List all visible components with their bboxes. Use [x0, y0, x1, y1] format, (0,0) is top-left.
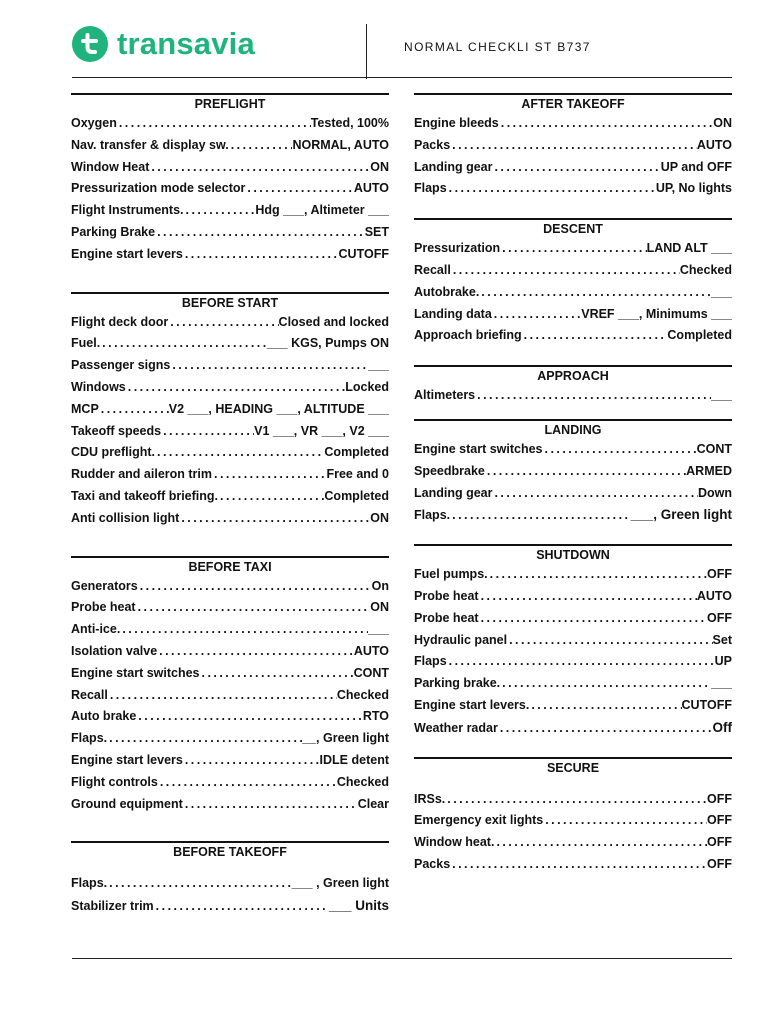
item-value: ___ KGS, Pumps ON [266, 336, 389, 351]
section-landing [414, 419, 732, 526]
item-value: Completed [324, 488, 389, 503]
checklist-item [71, 399, 389, 421]
item-value: Set [712, 632, 732, 647]
leader-dots [450, 135, 697, 157]
checklist-item [71, 244, 389, 266]
item-label: Flaps. [71, 731, 108, 746]
leader-dots [126, 377, 345, 399]
item-value: __, Green light [302, 731, 389, 746]
item-value: OFF [707, 813, 732, 828]
leader-dots [108, 685, 337, 707]
checklist-item [414, 586, 732, 608]
item-label: Taxi and takeoff briefing. [71, 488, 219, 503]
leader-dots [149, 157, 370, 179]
right-column [414, 93, 732, 876]
leader-dots [157, 641, 354, 663]
section-after-takeoff [414, 93, 732, 200]
item-value: Down [697, 485, 732, 500]
item-value: Completed [667, 328, 732, 343]
item-value: Checked [336, 687, 389, 702]
checklist-item [414, 135, 732, 157]
item-label: Weather radar [414, 720, 498, 735]
item-value: OFF [707, 567, 732, 582]
checklist-item [71, 597, 389, 619]
checklist-item [414, 810, 732, 832]
item-label: Recall [71, 687, 108, 702]
item-label: Altimeters [414, 388, 476, 403]
section-before-start [71, 292, 389, 530]
section-title: BEFORE TAKEOFF [71, 841, 389, 861]
item-label: Rudder and aileron trim [71, 467, 212, 482]
checklist-item [71, 442, 389, 464]
checklist-item [71, 377, 389, 399]
leader-dots [450, 854, 707, 876]
leader-dots [183, 794, 358, 816]
checklist-item [414, 564, 732, 586]
leader-dots [485, 461, 686, 483]
section-gap [414, 526, 732, 544]
item-label: Engine start switches [414, 441, 543, 456]
leader-dots [479, 608, 707, 630]
leader-dots [212, 464, 326, 486]
item-label: Engine start switches [71, 665, 200, 680]
section-approach [414, 365, 732, 407]
section-gap [71, 530, 389, 556]
item-value: UP [714, 654, 732, 669]
checklist-item [71, 464, 389, 486]
leader-dots [492, 157, 660, 179]
checklist-item [71, 135, 389, 157]
item-label: Probe heat [414, 610, 479, 625]
item-label: Window heat. [414, 835, 495, 850]
item-value: ARMED [686, 463, 732, 478]
item-label: Autobrake. [414, 284, 480, 299]
item-value: IDLE detent [319, 752, 389, 767]
item-label: Landing gear [414, 159, 493, 174]
item-label: Generators [71, 578, 138, 593]
item-value: UP, No lights [655, 181, 732, 196]
item-label: Approach briefing [414, 328, 522, 343]
checklist-item [414, 789, 732, 811]
leader-dots [107, 728, 302, 750]
leader-dots [136, 706, 363, 728]
item-label: Emergency exit lights [414, 813, 544, 828]
leader-dots [154, 896, 329, 917]
checklist-item [414, 178, 732, 200]
item-value: AUTO [353, 643, 389, 658]
item-label: Nav. transfer & display sw. [71, 137, 229, 152]
section-gap [71, 815, 389, 841]
leader-dots [170, 355, 368, 377]
checklist-item [71, 312, 389, 334]
item-label: Engine bleeds [414, 116, 499, 130]
item-label: Landing gear [414, 485, 493, 500]
item-label: Speedbrake [414, 463, 485, 478]
section-secure [414, 757, 732, 876]
item-label: Pressurization [414, 241, 501, 256]
item-value: ___, Green light [630, 507, 732, 523]
leader-dots [168, 312, 278, 334]
section-before-takeoff [71, 841, 389, 917]
leader-dots [218, 486, 324, 508]
item-value: UP and OFF [660, 159, 732, 174]
item-value: Locked [345, 379, 389, 394]
item-value: Tested, 100% [310, 116, 389, 130]
leader-dots [522, 325, 668, 347]
item-value: ___ Units [328, 898, 389, 914]
leader-dots [529, 695, 681, 717]
item-value: AUTO [696, 137, 732, 152]
item-label: Passenger signs [71, 358, 171, 373]
leader-dots [451, 260, 680, 282]
checklist-item [71, 576, 389, 598]
title-gap [414, 777, 732, 789]
checklist-item [71, 508, 389, 530]
checklist-item [414, 385, 732, 407]
section-title: AFTER TAKEOFF [414, 93, 732, 113]
leader-dots [500, 673, 711, 695]
checklist-item [71, 728, 389, 750]
header-rule [72, 77, 732, 78]
leader-dots [499, 113, 714, 135]
section-title: APPROACH [414, 365, 732, 385]
item-label: Probe heat [414, 588, 479, 603]
footer-rule [72, 958, 732, 959]
section-before-taxi [71, 556, 389, 816]
item-value: Checked [336, 774, 389, 789]
item-label: Packs [414, 856, 451, 871]
section-gap [414, 407, 732, 419]
item-value: ___ , Green light [291, 876, 389, 891]
section-title: PREFLIGHT [71, 93, 389, 113]
checklist-item [71, 200, 389, 222]
leader-dots [138, 576, 372, 598]
item-label: Oxygen [71, 116, 117, 130]
section-gap [414, 347, 732, 365]
checklist-item [414, 157, 732, 179]
item-value: ON [713, 116, 732, 130]
leader-dots [479, 282, 711, 304]
checklist-item [71, 333, 389, 355]
leader-dots [100, 333, 267, 355]
item-value: NORMAL, AUTO [292, 137, 389, 152]
section-title: DESCENT [414, 218, 732, 238]
leader-dots [136, 597, 371, 619]
item-value: SET [364, 224, 389, 239]
item-label: Flight controls [71, 774, 158, 789]
item-value: Off [712, 719, 732, 735]
item-value: OFF [707, 856, 732, 871]
item-label: Isolation valve [71, 643, 158, 658]
item-value: ___ [368, 622, 389, 637]
item-label: Recall [414, 262, 451, 277]
leader-dots [107, 873, 292, 895]
header-divider [366, 24, 367, 79]
checklist-item [414, 260, 732, 282]
item-label: Probe heat [71, 600, 136, 615]
item-label: Landing data [414, 306, 492, 321]
item-value: Clear [357, 796, 389, 811]
checklist-item [414, 717, 732, 739]
section-descent [414, 218, 732, 347]
item-label: Flight Instruments. [71, 203, 184, 218]
item-value: ON [370, 600, 389, 615]
item-value: LAND ALT ___ [646, 241, 732, 256]
item-label: Fuel pumps. [414, 567, 488, 582]
checklist-item [71, 486, 389, 508]
item-value: ___ [711, 388, 732, 403]
item-label: Hydraulic panel [414, 632, 508, 647]
leader-dots [155, 442, 324, 464]
leader-dots [492, 304, 581, 326]
item-value: CONT [696, 441, 732, 456]
item-label: Pressurization mode selector [71, 181, 246, 196]
item-label: Ground equipment [71, 796, 183, 811]
leader-dots [183, 750, 320, 772]
leader-dots [229, 135, 293, 157]
item-label: Engine start levers [71, 752, 183, 767]
checklist-item [414, 832, 732, 854]
item-value: ON [370, 159, 389, 174]
item-value: Checked [679, 262, 732, 277]
item-value: V1 ___, VR ___, V2 ___ [254, 423, 389, 438]
left-column [71, 93, 389, 917]
item-value: On [371, 578, 389, 593]
item-label: Engine start levers [71, 246, 183, 261]
checklist-item [71, 222, 389, 244]
brand-name: transavia [117, 26, 255, 61]
brand-logo [72, 25, 255, 63]
leader-dots [117, 113, 311, 135]
checklist-item [414, 439, 732, 461]
section-title: BEFORE TAXI [71, 556, 389, 576]
title-gap [71, 861, 389, 873]
leader-dots [498, 718, 713, 739]
section-gap [71, 266, 389, 292]
leader-dots [184, 200, 256, 222]
item-value: OFF [707, 835, 732, 850]
leader-dots [120, 619, 368, 641]
page-title: NORMAL CHECKLI ST B737 [404, 40, 591, 54]
section-shutdown [414, 544, 732, 738]
item-value: CUTOFF [338, 246, 389, 261]
leader-dots [543, 439, 697, 461]
section-title: SHUTDOWN [414, 544, 732, 564]
item-label: Windows [71, 379, 126, 394]
item-value: CUTOFF [681, 697, 732, 712]
checklist-item [414, 483, 732, 505]
item-value: RTO [362, 709, 389, 724]
leader-dots [161, 421, 254, 443]
checklist-item [414, 325, 732, 347]
item-value: ON [370, 510, 389, 525]
section-title: BEFORE START [71, 292, 389, 312]
item-label: Auto brake [71, 709, 137, 724]
checklist-item [414, 651, 732, 673]
item-label: Anti collision light [71, 510, 180, 525]
section-title: SECURE [414, 757, 732, 777]
checklist-item [414, 113, 732, 135]
leader-dots [479, 586, 697, 608]
section-title: LANDING [414, 419, 732, 439]
item-label: Parking Brake [71, 224, 156, 239]
leader-dots [245, 178, 353, 200]
checklist-item [71, 663, 389, 685]
transavia-logo-icon [72, 26, 108, 62]
item-value: ___ [711, 284, 732, 299]
item-label: Flaps. [71, 876, 108, 891]
item-label: Flaps. [414, 508, 451, 523]
item-label: IRSs. [414, 791, 446, 806]
leader-dots [183, 244, 339, 266]
checklist-item [71, 873, 389, 895]
leader-dots [447, 178, 656, 200]
section-preflight [71, 93, 389, 266]
item-value: Completed [324, 445, 389, 460]
checklist-item [71, 706, 389, 728]
item-value: VREF ___, Minimums ___ [581, 306, 732, 321]
leader-dots [445, 789, 707, 811]
item-value: AUTO [353, 181, 389, 196]
item-value: AUTO [696, 588, 732, 603]
item-label: Takeoff speeds [71, 423, 162, 438]
leader-dots [155, 222, 365, 244]
item-value: OFF [707, 610, 732, 625]
item-value: V2 ___, HEADING ___, ALTITUDE ___ [168, 401, 389, 416]
checklist-item [71, 421, 389, 443]
leader-dots [494, 832, 707, 854]
item-label: Flaps [414, 181, 447, 196]
leader-dots [492, 483, 697, 505]
checklist-item [414, 630, 732, 652]
item-value: Closed and locked [278, 314, 389, 329]
checklist-item [71, 619, 389, 641]
leader-dots [507, 630, 712, 652]
item-label: Fuel. [71, 336, 101, 351]
item-label: Parking brake. [414, 676, 501, 691]
item-value: ___ [711, 676, 732, 691]
leader-dots [475, 385, 711, 407]
section-gap [414, 739, 732, 757]
item-value: ___ [368, 358, 389, 373]
checklist-item [414, 461, 732, 483]
item-value: OFF [707, 791, 732, 806]
item-label: Flaps [414, 654, 447, 669]
leader-dots [450, 505, 631, 526]
checklist-item [414, 504, 732, 526]
leader-dots [158, 772, 337, 794]
item-value: CONT [353, 665, 389, 680]
leader-dots [447, 651, 715, 673]
checklist-item [71, 895, 389, 917]
checklist-item [71, 794, 389, 816]
checklist-item [414, 238, 732, 260]
checklist-item [414, 608, 732, 630]
section-gap [414, 200, 732, 218]
checklist-item [414, 304, 732, 326]
leader-dots [543, 810, 707, 832]
checklist-item [414, 673, 732, 695]
checklist-item [414, 695, 732, 717]
item-label: Engine start levers. [414, 697, 530, 712]
leader-dots [99, 399, 169, 421]
checklist-item [71, 157, 389, 179]
item-value: Hdg ___, Altimeter ___ [255, 203, 389, 218]
leader-dots [200, 663, 354, 685]
item-label: Packs [414, 137, 451, 152]
checklist-item [71, 750, 389, 772]
checklist-item [71, 685, 389, 707]
item-value: Free and 0 [326, 467, 389, 482]
item-label: Flight deck door [71, 314, 169, 329]
checklist-item [71, 641, 389, 663]
item-label: CDU preflight. [71, 445, 156, 460]
checklist-item [71, 113, 389, 135]
item-label: Stabilizer trim [71, 899, 154, 914]
item-label: MCP [71, 401, 99, 416]
item-label: Window Heat [71, 159, 150, 174]
item-label: Anti-ice. [71, 622, 121, 637]
leader-dots [179, 508, 370, 530]
checklist-item [71, 178, 389, 200]
checklist-item [414, 854, 732, 876]
checklist-item [71, 772, 389, 794]
leader-dots [488, 564, 707, 586]
checklist-item [414, 282, 732, 304]
checklist-item [71, 355, 389, 377]
leader-dots [500, 238, 646, 260]
